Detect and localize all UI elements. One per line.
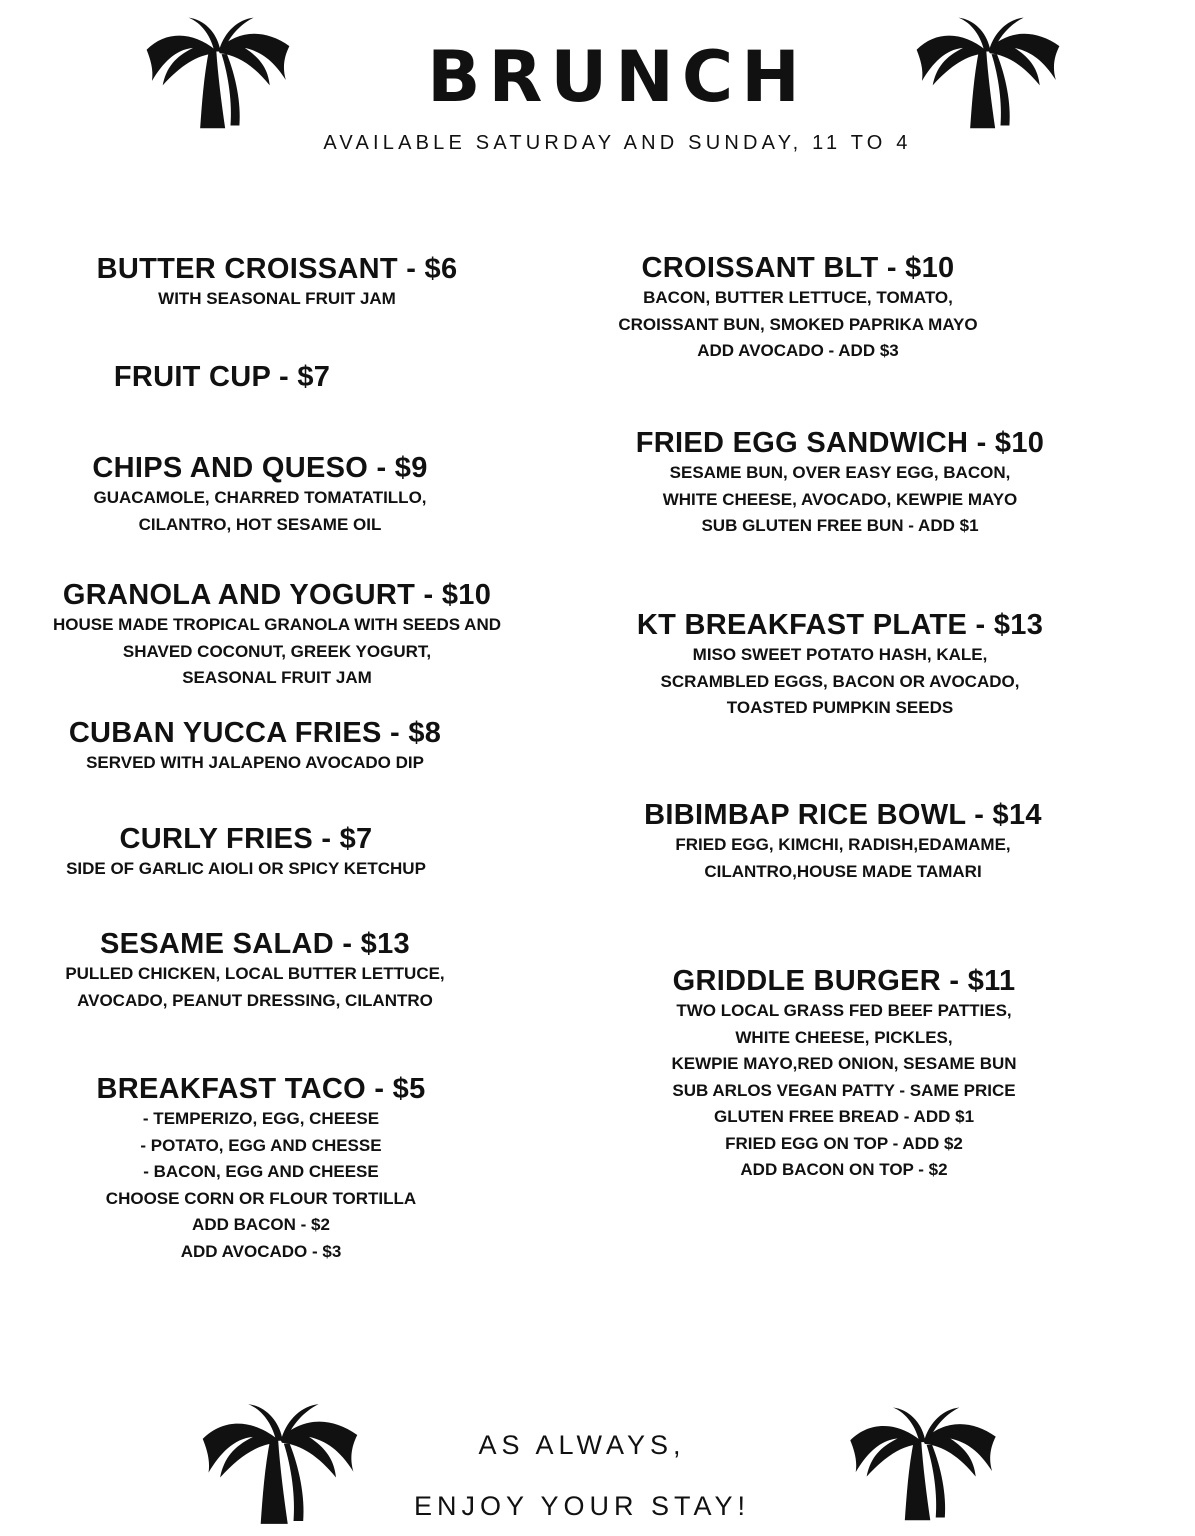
menu-item-description: BACON, BUTTER LETTUCE, TOMATO, (643, 288, 953, 307)
availability-subtitle: AVAILABLE SATURDAY AND SUNDAY, 11 TO 4 (323, 132, 912, 154)
menu-item-description: FRIED EGG ON TOP - ADD $2 (725, 1133, 963, 1153)
menu-item (0, 716, 535, 777)
menu-item-description: CHOOSE CORN OR FLOUR TORTILLA (105, 1188, 417, 1208)
menu-item-description: CILANTRO,HOUSE MADE TAMARI (704, 861, 982, 881)
menu-item-description: TWO LOCAL GRASS FED BEEF PATTIES, (676, 1001, 1012, 1020)
menu-item-description: WHITE CHEESE, PICKLES, (735, 1027, 953, 1047)
menu-item-description: PULLED CHICKEN, LOCAL BUTTER LETTUCE, (65, 964, 445, 983)
menu-item-description: SCRAMBLED EGGS, BACON OR AVOCADO, (660, 671, 1020, 691)
menu-item-description: WHITE CHEESE, AVOCADO, KEWPIE MAYO (662, 489, 1018, 509)
menu-item-name: KT BREAKFAST PLATE - $13 (636, 609, 1044, 641)
menu-item-description: - POTATO, EGG AND CHESSE (140, 1135, 382, 1155)
menu-item (564, 964, 1124, 1184)
menu-item-description: FRIED EGG, KIMCHI, RADISH,EDAMAME, (675, 835, 1011, 854)
menu-item-name: CROISSANT BLT - $10 (641, 252, 955, 284)
menu-item (0, 360, 502, 394)
menu-item-description: SUB ARLOS VEGAN PATTY - SAME PRICE (672, 1080, 1016, 1100)
menu-item-name: SESAME SALAD - $13 (100, 928, 410, 960)
menu-item-description: CROISSANT BUN, SMOKED PAPRIKA MAYO (618, 314, 978, 334)
menu-item-name: CUBAN YUCCA FRIES - $8 (68, 717, 442, 749)
menu-item-name: GRIDDLE BURGER - $11 (672, 965, 1016, 997)
menu-item-description: WITH SEASONAL FRUIT JAM (158, 289, 396, 308)
menu-item-name: CURLY FRIES - $7 (119, 823, 373, 855)
menu-item-name: BREAKFAST TACO - $5 (96, 1073, 426, 1105)
menu-item (0, 578, 557, 692)
menu-item-description: ADD AVOCADO - $3 (180, 1241, 342, 1261)
menu-item-description: GLUTEN FREE BREAD - ADD $1 (713, 1107, 975, 1126)
menu-item-description: ADD AVOCADO - ADD $3 (697, 341, 899, 360)
menu-item-description: SHAVED COCONUT, GREEK YOGURT, (122, 641, 432, 661)
menu-item-description: GUACAMOLE, CHARRED TOMATATILLO, (93, 488, 427, 507)
menu-item-description: MISO SWEET POTATO HASH, KALE, (692, 645, 988, 664)
menu-item (563, 798, 1123, 885)
menu-item (560, 608, 1120, 722)
menu-item-description: SESAME BUN, OVER EASY EGG, BACON, (669, 463, 1011, 482)
menu-item-name: BIBIMBAP RICE BOWL - $14 (644, 799, 1042, 831)
menu-item-name: FRUIT CUP - $7 (113, 361, 331, 393)
menu-item-description: SEASONAL FRUIT JAM (182, 668, 372, 687)
menu-item (0, 451, 540, 538)
menu-item-description: SERVED WITH JALAPENO AVOCADO DIP (86, 753, 424, 772)
menu-item (518, 251, 1078, 365)
menu-item-name: GRANOLA AND YOGURT - $10 (62, 579, 492, 611)
menu-item (560, 426, 1120, 540)
menu-item-name: CHIPS AND QUESO - $9 (92, 452, 428, 484)
menu-item-description: ADD BACON - $2 (192, 1215, 330, 1234)
menu-item-description: - BACON, EGG AND CHEESE (143, 1162, 379, 1181)
menu-item (0, 252, 557, 313)
menu-item-name: BUTTER CROISSANT - $6 (96, 253, 458, 285)
menu-item (0, 822, 526, 883)
menu-item-description: ADD BACON ON TOP - $2 (740, 1160, 948, 1179)
menu-item (0, 1072, 541, 1265)
menu-item-description: CILANTRO, HOT SESAME OIL (138, 514, 382, 534)
menu-item-description: TOASTED PUMPKIN SEEDS (726, 698, 954, 717)
menu-item-description: AVOCADO, PEANUT DRESSING, CILANTRO (77, 990, 433, 1010)
menu-item-description: SUB GLUTEN FREE BUN - ADD $1 (701, 516, 979, 535)
menu-item-description: HOUSE MADE TROPICAL GRANOLA WITH SEEDS AND (53, 615, 501, 634)
menu-item-description: SIDE OF GARLIC AIOLI OR SPICY KETCHUP (66, 859, 426, 878)
menu-item-description: - TEMPERIZO, EGG, CHEESE (142, 1109, 380, 1128)
menu-item-description: KEWPIE MAYO,RED ONION, SESAME BUN (671, 1054, 1017, 1073)
page-title: BRUNCH (427, 36, 808, 118)
footer-line-2: ENJOY YOUR STAY! (413, 1491, 751, 1521)
menu-item (0, 927, 535, 1014)
footer-line-1: AS ALWAYS, (478, 1430, 686, 1460)
menu-item-name: FRIED EGG SANDWICH - $10 (635, 427, 1045, 459)
